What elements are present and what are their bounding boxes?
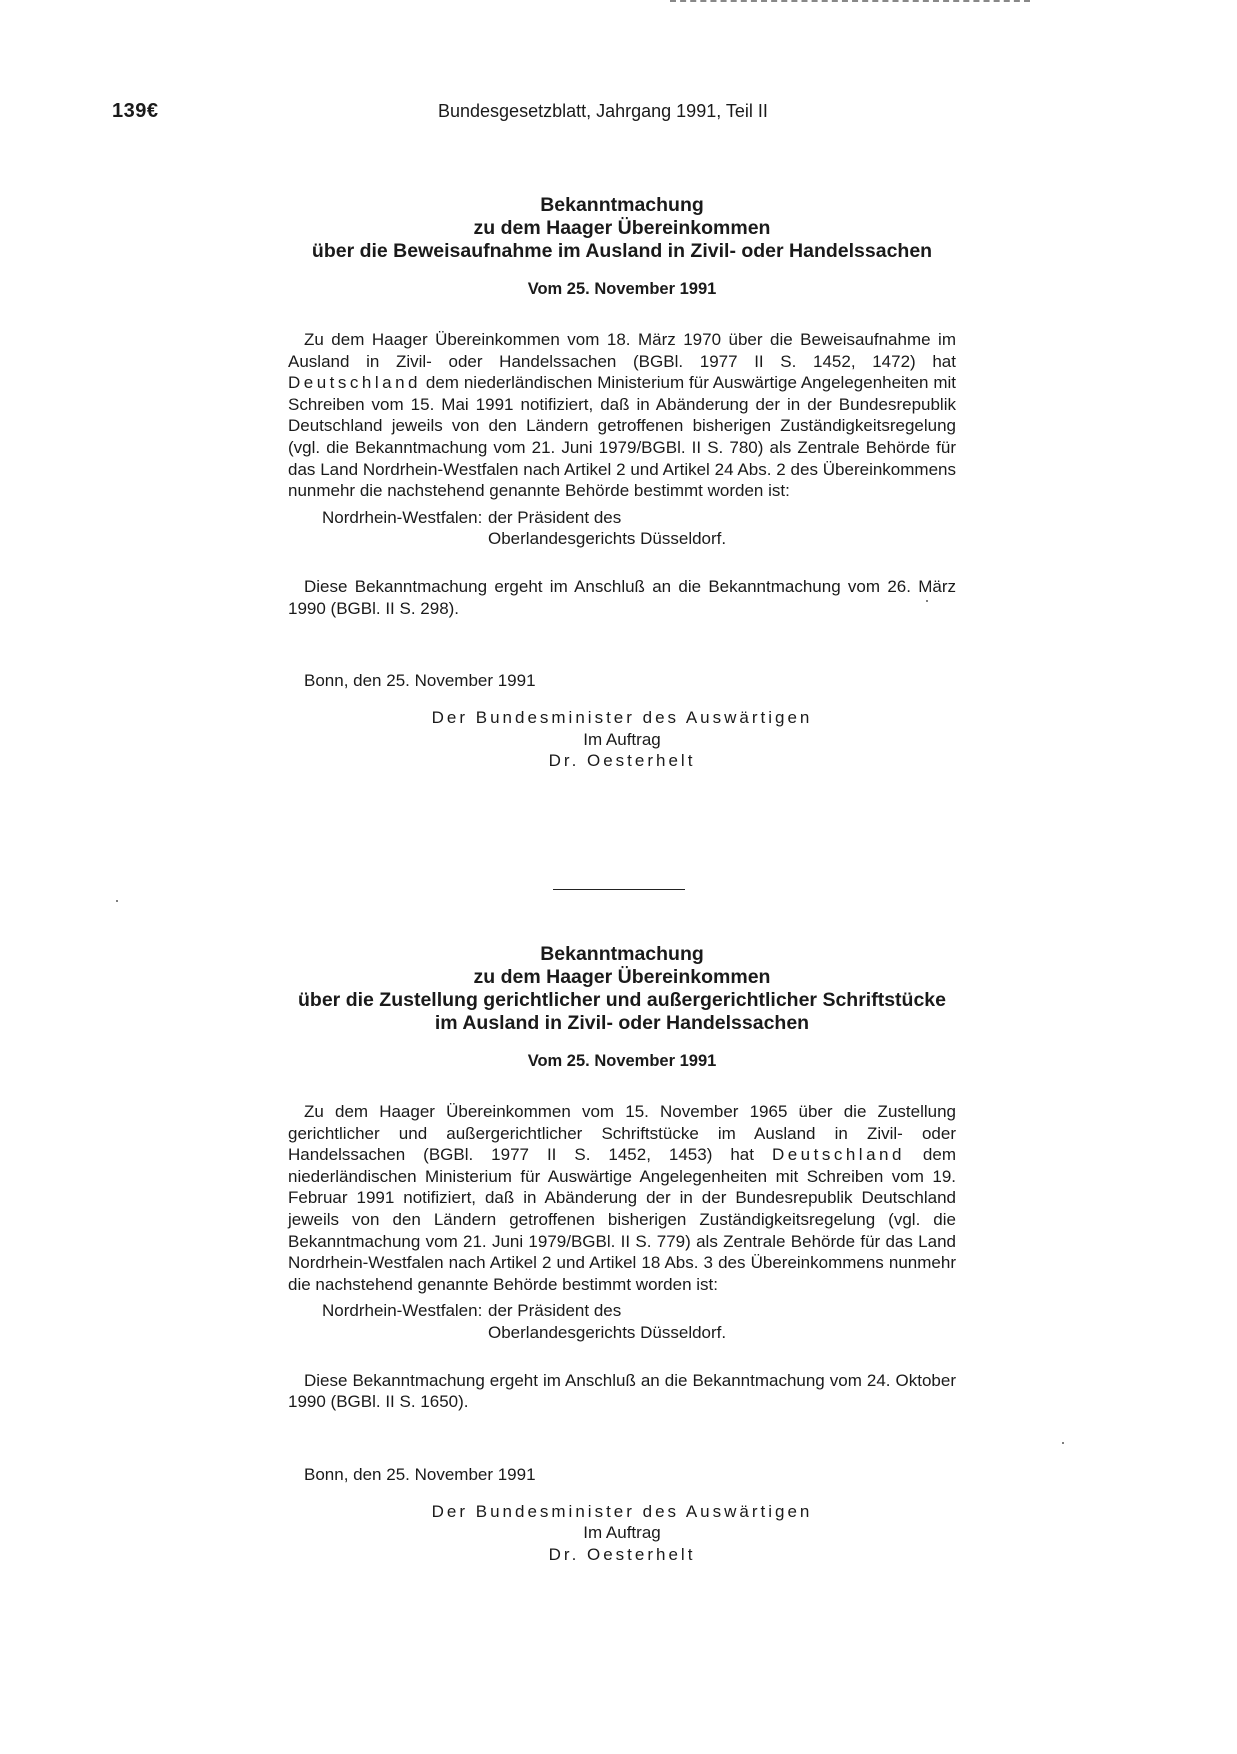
notice-date: Vom 25. November 1991 [527,1052,717,1070]
signature-block [288,1501,956,1566]
notice-service-of-documents [288,943,956,1566]
authority-line: Oberlandesgerichts Düsseldorf. [488,1322,727,1342]
notice-followup: Diese Bekanntmachung ergeht im Anschluß an die Bekanntmachung vom 24. Oktober 1990 (BGBl. II S. 1650). [288,1370,956,1412]
body-text-part: Zu dem Haager Übereinkommen vom 15. November 1965 über die Zustellung gerichtlicher und außergerichtlicher Schriftstücke im Ausland in Zivil- oder Handelssachen (BGBl. 1977 II S. 1452, 1453) hat [288,1102,956,1165]
scan-speck [926,600,928,602]
title-line: über die Beweisaufnahme im Ausland in Zivil- oder Handelssachen [311,240,933,262]
signature-role: Im Auftrag [583,729,661,749]
body-text-part: dem niederländischen Ministerium für Auswärtige Angelegenheiten mit Schreiben vom 19. Februar 1991 notifiziert, daß in Abänderung der in der Bundesrepublik Deutschland jeweils von den Ländern getroffenen bisherigen Zuständigkeitsregelung (vgl. die Bekanntmachung vom 21. Juni 1979/BGBl. II S. 779) als Zentrale Behörde für das Land Nordrhein-Westfalen nach Artikel 2 und Artikel 18 Abs. 3 des Übereinkommens nunmehr die nachstehend genannte Behörde bestimmt worden ist: [288,1145,956,1294]
page-number: 139€ [112,100,159,122]
section-separator [553,889,685,890]
title-line: im Ausland in Zivil- oder Handelssachen [434,1012,810,1034]
title-line: zu dem Haager Übereinkommen [473,217,771,239]
body-text-part: Zu dem Haager Übereinkommen vom 18. März 1970 über die Beweisaufnahme im Ausland in Zivil- oder Handelssachen (BGBl. 1977 II S. 1452, 1472) hat [288,330,956,371]
scan-speck [1062,1442,1064,1444]
signature-role: Im Auftrag [583,1523,661,1543]
notice-title [288,194,956,263]
signature-name: Dr. Oesterhelt [548,1544,696,1564]
authority-name [488,507,956,550]
authority-land: Nordrhein-Westfalen: [322,507,483,527]
place-date: Bonn, den 25. November 1991 [304,671,536,691]
title-line: Bekanntmachung [540,943,704,965]
notice-body [288,1101,956,1295]
title-line: Bekanntmachung [540,194,704,216]
designated-authority [288,1300,956,1343]
title-line: zu dem Haager Übereinkommen [473,966,771,988]
signature-office: Der Bundesminister des Auswärtigen [431,708,813,728]
notice-body [288,329,956,502]
body-text-part: dem niederländischen Ministerium für Auswärtige Angelegenheiten mit Schreiben vom 15. Mai 1991 notifiziert, daß in Abänderung der in der Bundesrepublik Deutschland jeweils von den Ländern getroffenen bisherigen Zuständigkeitsregelung (vgl. die Bekanntmachung vom 21. Juni 1979/BGBl. II S. 780) als Zentrale Behörde für das Land Nordrhein-Westfalen nach Artikel 2 und Artikel 24 Abs. 2 des Übereinkommens nunmehr die nachstehend genannte Behörde bestimmt worden ist: [288,373,956,501]
signature-name: Dr. Oesterhelt [548,751,696,771]
signature-office: Der Bundesminister des Auswärtigen [431,1501,813,1521]
authority-name [488,1300,956,1343]
authority-line: der Präsident des [488,1301,622,1321]
notice-followup: Diese Bekanntmachung ergeht im Anschluß an die Bekanntmachung vom 26. März 1990 (BGBl. II S. 298). [288,576,956,618]
running-header: Bundesgesetzblatt, Jahrgang 1991, Teil II [438,101,768,121]
signature-block [288,707,956,772]
body-emphasis: Deutschland [771,1145,905,1165]
body-emphasis: Deutschland [288,373,422,393]
title-line: über die Zustellung gerichtlicher und außergerichtlicher Schriftstücke [298,989,946,1011]
scan-speck [116,900,118,902]
designated-authority [288,507,956,550]
authority-land: Nordrhein-Westfalen: [322,1301,483,1321]
notice-evidence [288,194,956,772]
authority-line: Oberlandesgerichts Düsseldorf. [488,529,727,549]
authority-line: der Präsident des [488,507,622,527]
scan-artifact-marks [670,0,1030,6]
notice-date: Vom 25. November 1991 [527,280,717,298]
place-date: Bonn, den 25. November 1991 [304,1464,536,1484]
notice-title [288,943,956,1035]
